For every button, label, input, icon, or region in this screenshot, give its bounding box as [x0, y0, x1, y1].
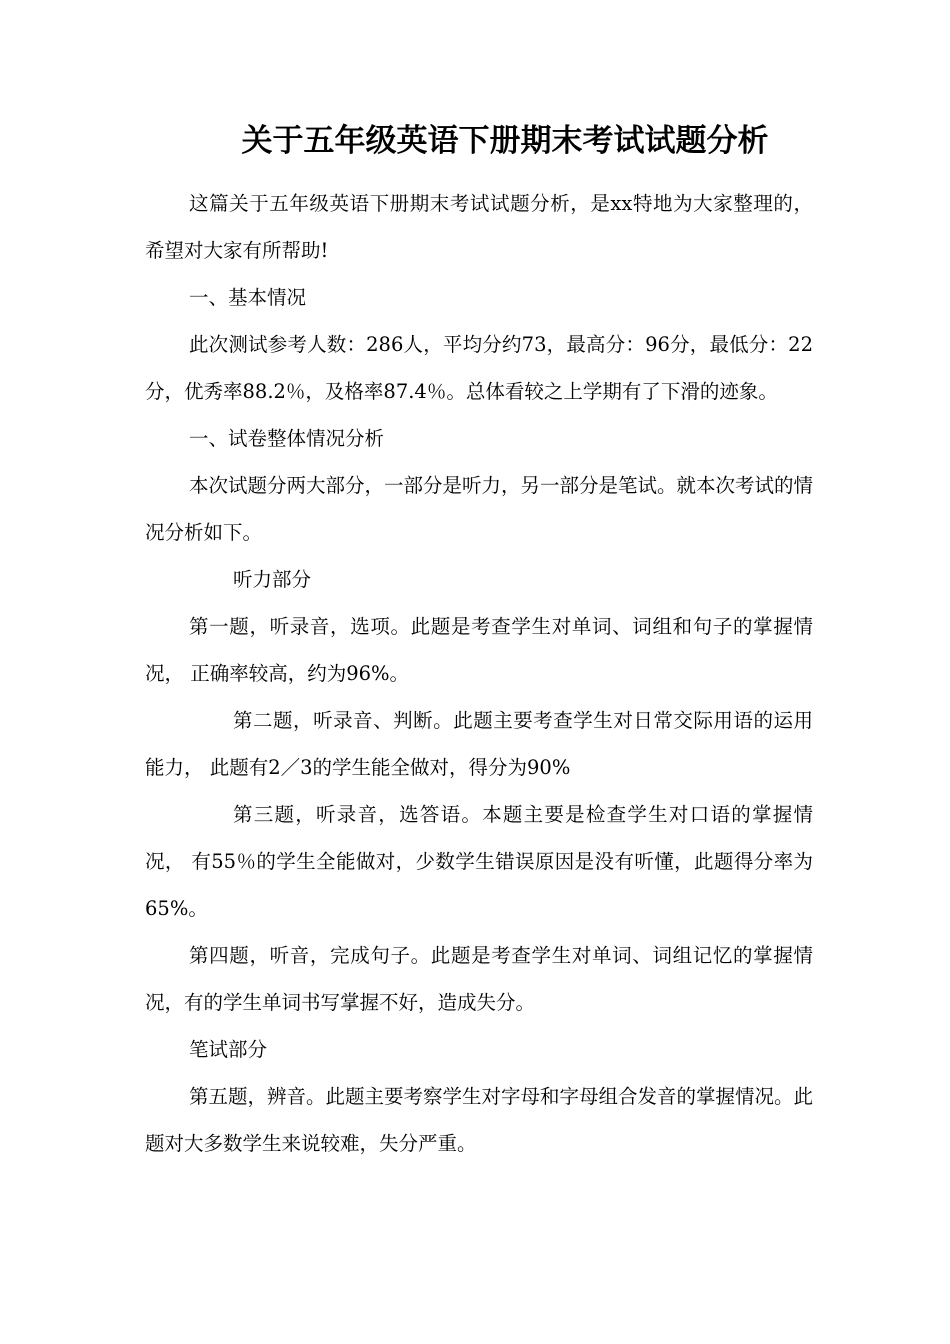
- paragraph: 第二题，听录音、判断。此题主要考查学生对日常交际用语的运用能力， 此题有2／3的学生能全做对，得分为90%: [145, 709, 813, 779]
- paragraph: 一、试卷整体情况分析: [189, 427, 385, 450]
- paragraph: 听力部分: [233, 568, 312, 591]
- document-body: [145, 180, 813, 1167]
- paragraph: 这篇关于五年级英语下册期末考试试题分析，是xx特地为大家整理的，希望对大家有所帮助!: [145, 192, 813, 262]
- paragraph: 此次测试参考人数：286人，平均分约73，最高分：96分，最低分：22分，优秀率88.2％，及格率87.4％。总体看较之上学期有了下滑的迹象。: [145, 333, 813, 403]
- paragraph: 第五题，辨音。此题主要考察学生对字母和字母组合发音的掌握情况。此题对大多数学生来说较难，失分严重。: [145, 1085, 814, 1155]
- paragraph: 第四题，听音，完成句子。此题是考查学生对单词、词组记忆的掌握情况，有的学生单词书写掌握不好，造成失分。: [145, 944, 813, 1014]
- paragraph: 笔试部分: [189, 1038, 268, 1061]
- document-title: 关于五年级英语下册期末考试试题分析: [241, 123, 769, 159]
- paragraph: 第三题，听录音，选答语。本题主要是检查学生对口语的掌握情况， 有55％的学生全能做对，少数学生错误原因是没有听懂，此题得分率为65%。: [145, 803, 813, 920]
- paragraph: 一、基本情况: [189, 286, 307, 309]
- paragraph: 第一题，听录音，选项。此题是考查学生对单词、词组和句子的掌握情况， 正确率较高，约为96%。: [145, 615, 813, 685]
- paragraph: 本次试题分两大部分，一部分是听力，另一部分是笔试。就本次考试的情况分析如下。: [145, 474, 814, 544]
